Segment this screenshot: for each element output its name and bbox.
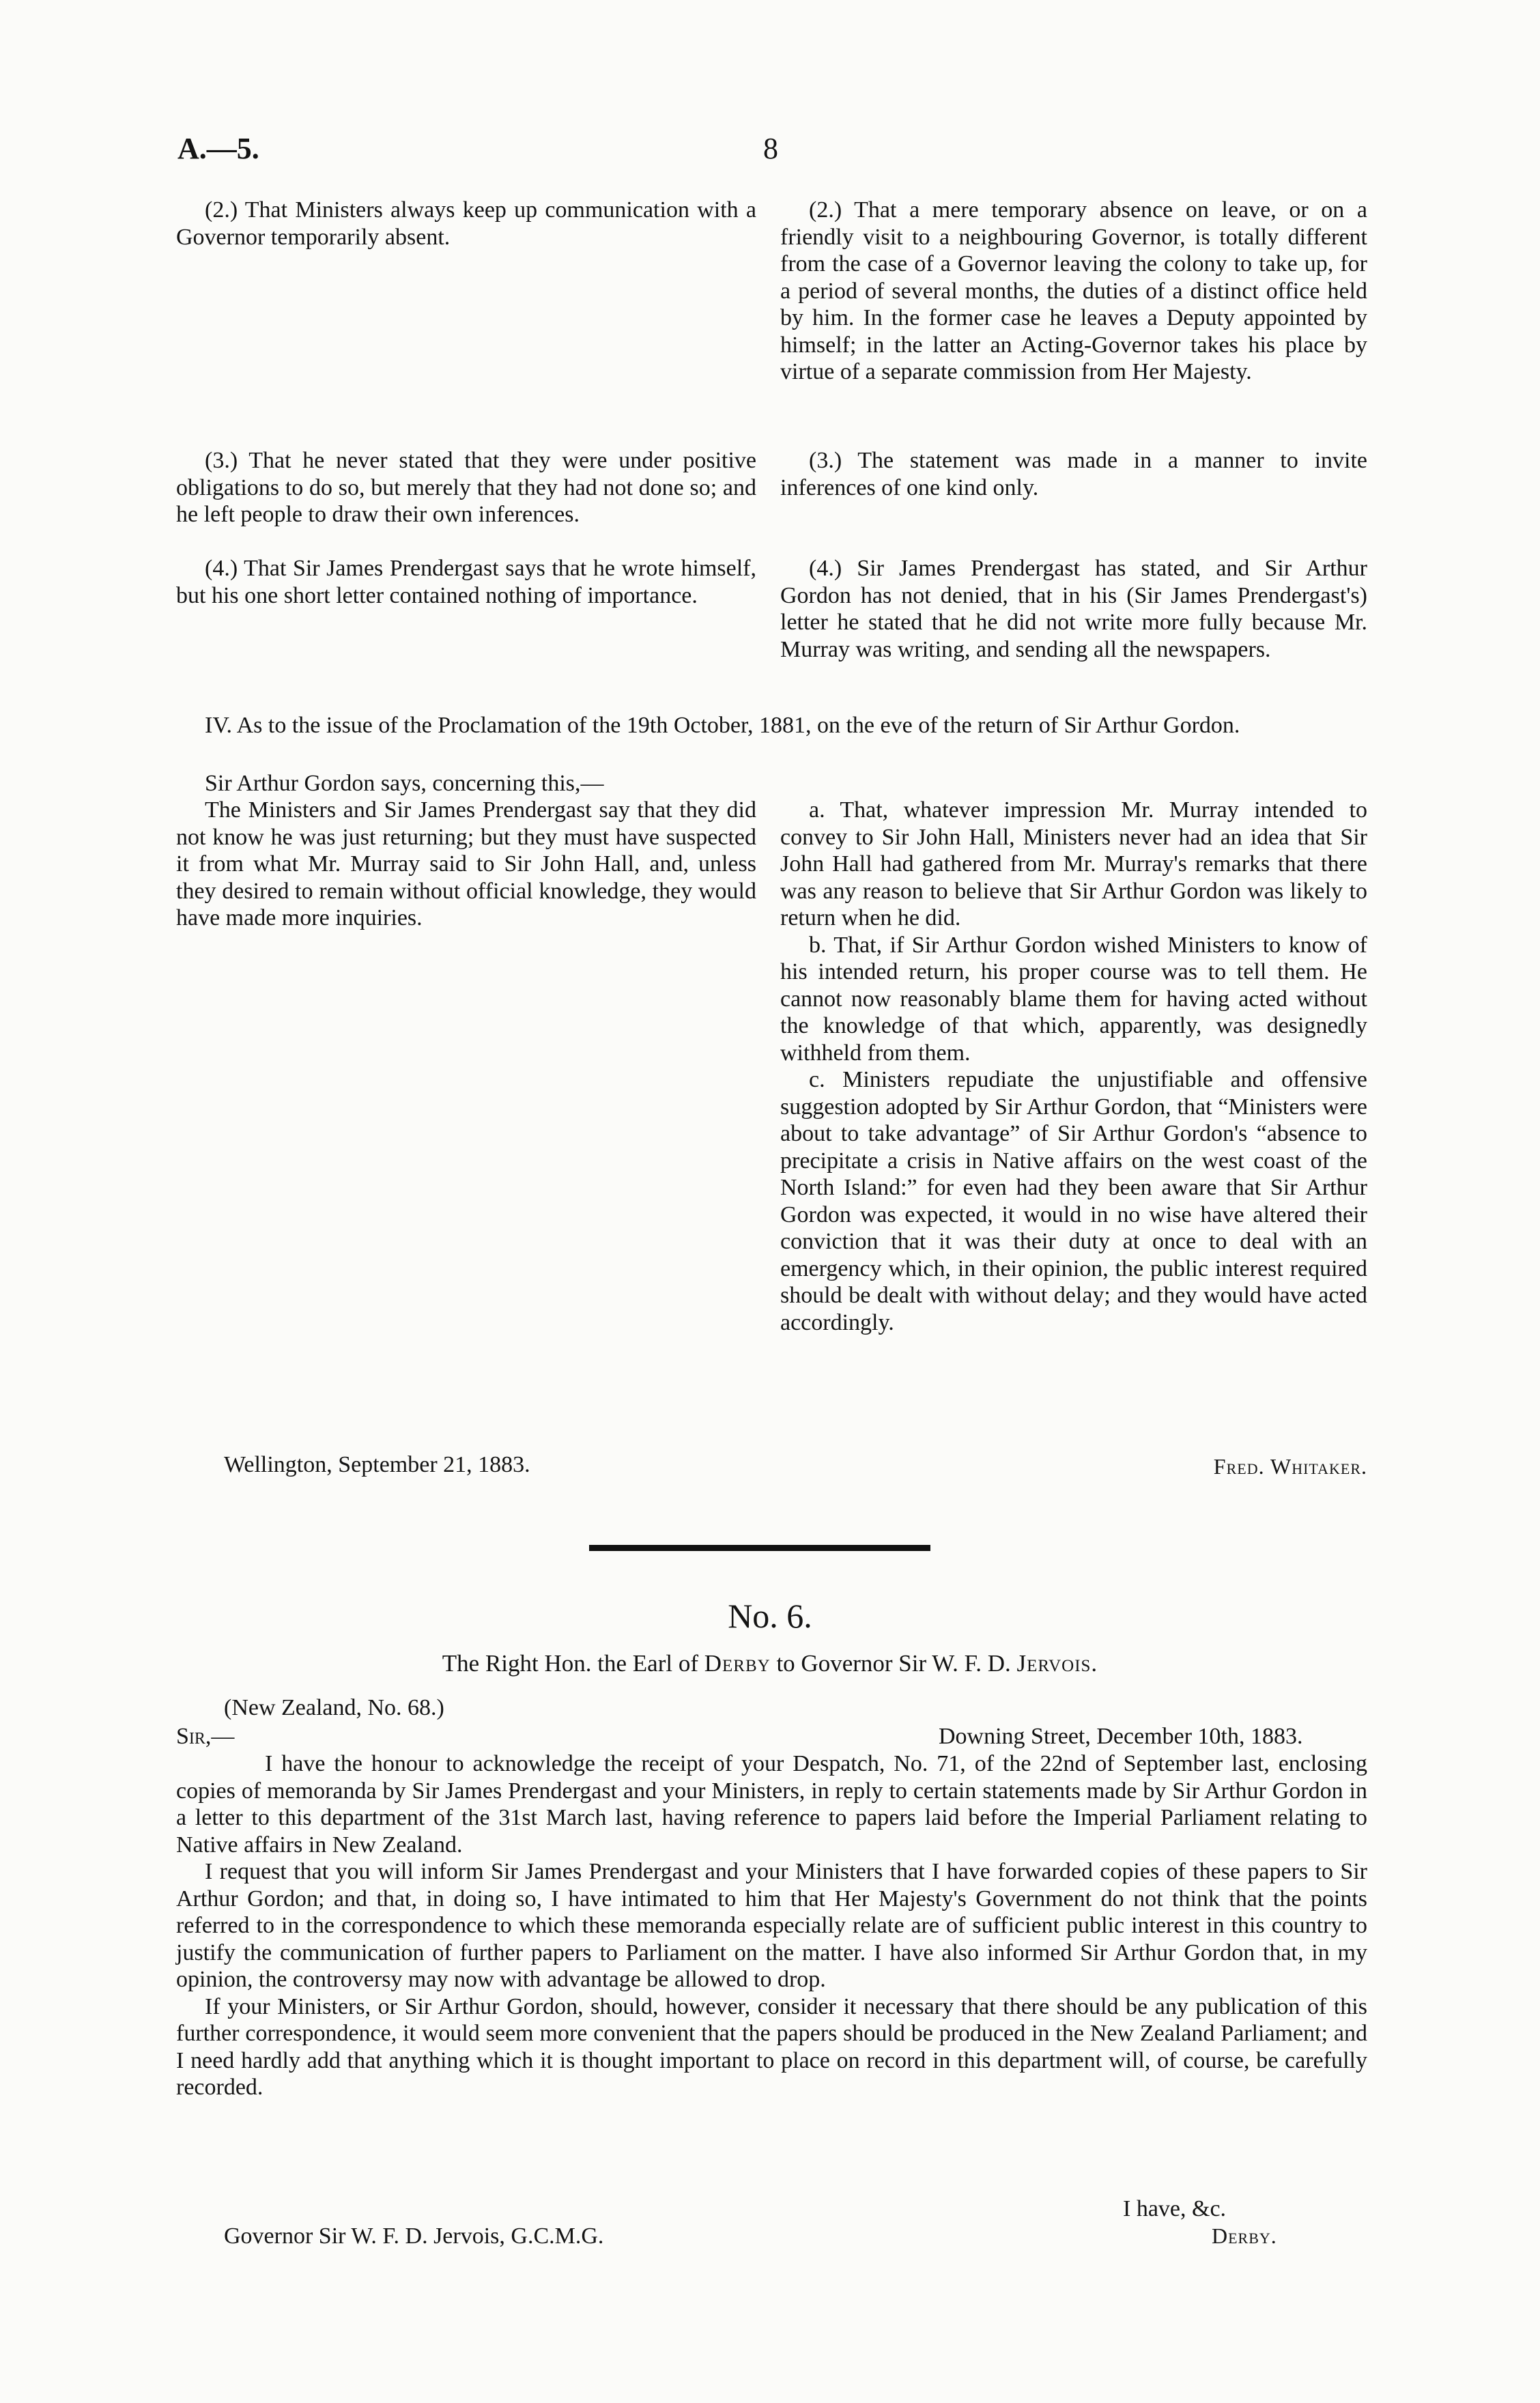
paragraph-pair-3 bbox=[176, 447, 1367, 528]
paragraph-pair-2 bbox=[176, 197, 1367, 386]
section-iv-left: The Ministers and Sir James Prendergast say that they did not know he was just returning; but they must have suspected it from what Mr. Murray said to Sir John Hall, and, unless they desired to remain without official knowledge, they would have made more inquiries. bbox=[176, 797, 756, 930]
statement-3-left: (3.) That he never stated that they were under positive obligations to do so, but merely that they had not done so; and he left people to draw their own inferences. bbox=[176, 448, 756, 527]
dateline: Downing Street, December 10th, 1883. bbox=[939, 1724, 1303, 1749]
section-iv-columns bbox=[176, 797, 1367, 1336]
paragraph-pair-4 bbox=[176, 555, 1367, 663]
statement-3-right: (3.) The statement was made in a manner to invite inferences of one kind only. bbox=[780, 448, 1367, 500]
addressee: Governor Sir W. F. D. Jervois, G.C.M.G. bbox=[224, 2223, 604, 2249]
document-reference: A.—5. bbox=[177, 132, 259, 165]
section-iv-right-c: c. Ministers repudiate the unjustifiable and offensive suggestion adopted by Sir Arthur Gordon, that “Ministers were about to take advantage” of Sir Arthur Gordon's “absence to precipitate a crisis in Native affairs on the west coast of the North Island:” for even had they been aware that Sir Arthur Gordon was expected, it would in no wise have altered their conviction that it was their duty at once to deal with an emergency which, in their opinion, the public interest required should be dealt with without delay; and they would have acted accordingly. bbox=[780, 1067, 1367, 1335]
section-iv-heading: IV. As to the issue of the Proclamation of the 19th October, 1881, on the eve of the return of Sir Arthur Gordon. bbox=[205, 713, 1240, 738]
salutation: Sir,— bbox=[176, 1724, 235, 1749]
signature-derby: Derby. bbox=[1212, 2223, 1277, 2248]
despatch-reference: (New Zealand, No. 68.) bbox=[224, 1695, 444, 1720]
statement-2-left: (2.) That Ministers always keep up communication with a Governor temporarily absent. bbox=[176, 197, 756, 250]
section-iv-right-b: b. That, if Sir Arthur Gordon wished Ministers to know of his intended return, his proper course was to tell them. He cannot now reasonably blame them for having acted without the knowledge of that which, apparently, was designedly withheld from them. bbox=[780, 932, 1367, 1066]
letter-paragraph-3: If your Ministers, or Sir Arthur Gordon, should, however, consider it necessary that there should be any publication of this further correspondence, it would seem more convenient that the papers should be produced in the New Zealand Parliament; and I need hardly add that anything which it is thought important to place on record in this department will, of course, be carefully recorded. bbox=[176, 1993, 1367, 2100]
letter-paragraph-2: I request that you will inform Sir James Prendergast and your Ministers that I have forwarded copies of these papers to Sir Arthur Gordon; and that, in doing so, I have intimated to him that Her Majesty's Government do not think that the points referred to in the correspondence to which these memoranda especially relate are of sufficient public interest in this country to justify the communication of further papers to Parliament on the matter. I have also informed Sir Arthur Gordon that, in my opinion, the controversy may now with advantage be allowed to drop. bbox=[176, 1859, 1367, 1992]
statement-2-right: (2.) That a mere temporary absence on leave, or on a friendly visit to a neighbouring Governor, is totally different from the case of a Governor leaving the colony to take up, for a period of several months, the duties of a distinct office held by him. In the former case he leaves a Deputy appointed by himself; in the latter an Acting-Governor takes his place by virtue of a separate commission from Her Majesty. bbox=[780, 197, 1367, 384]
closing: I have, &c. bbox=[1123, 2196, 1227, 2221]
page-header bbox=[0, 131, 1540, 172]
section-divider bbox=[589, 1545, 930, 1551]
statement-4-left: (4.) That Sir James Prendergast says that he wrote himself, but his one short letter contained nothing of importance. bbox=[176, 556, 756, 608]
statement-4-right: (4.) Sir James Prendergast has stated, and Sir Arthur Gordon has not denied, that in his (Sir James Prendergast's) letter he stated that he did not write more fully because Mr. Murray was writing, and sending all the newspapers. bbox=[780, 556, 1367, 662]
despatch-title: The Right Hon. the Earl of Derby to Governor Sir W. F. D. Jervois. bbox=[442, 1650, 1098, 1677]
letter-body bbox=[176, 1750, 1367, 2101]
signature-whitaker: Fred. Whitaker. bbox=[1213, 1454, 1367, 1479]
place-date: Wellington, September 21, 1883. bbox=[224, 1452, 530, 1477]
page-number: 8 bbox=[763, 132, 778, 165]
section-iv-intro: Sir Arthur Gordon says, concerning this,— bbox=[205, 771, 604, 796]
document-number: No. 6. bbox=[728, 1597, 812, 1635]
letter-paragraph-1: I have the honour to acknowledge the receipt of your Despatch, No. 71, of the 22nd of September last, enclosing copies of memoranda by Sir James Prendergast and your Ministers, in reply to certain statements made by Sir Arthur Gordon in a letter to this department of the 31st March last, having reference to papers laid before the Imperial Parliament relating to Native affairs in New Zealand. bbox=[176, 1751, 1367, 1858]
section-iv-right-a: a. That, whatever impression Mr. Murray intended to convey to Sir John Hall, Ministers never had an idea that Sir John Hall had gathered from Mr. Murray's remarks that there was any reason to believe that Sir Arthur Gordon was likely to return when he did. bbox=[780, 797, 1367, 930]
